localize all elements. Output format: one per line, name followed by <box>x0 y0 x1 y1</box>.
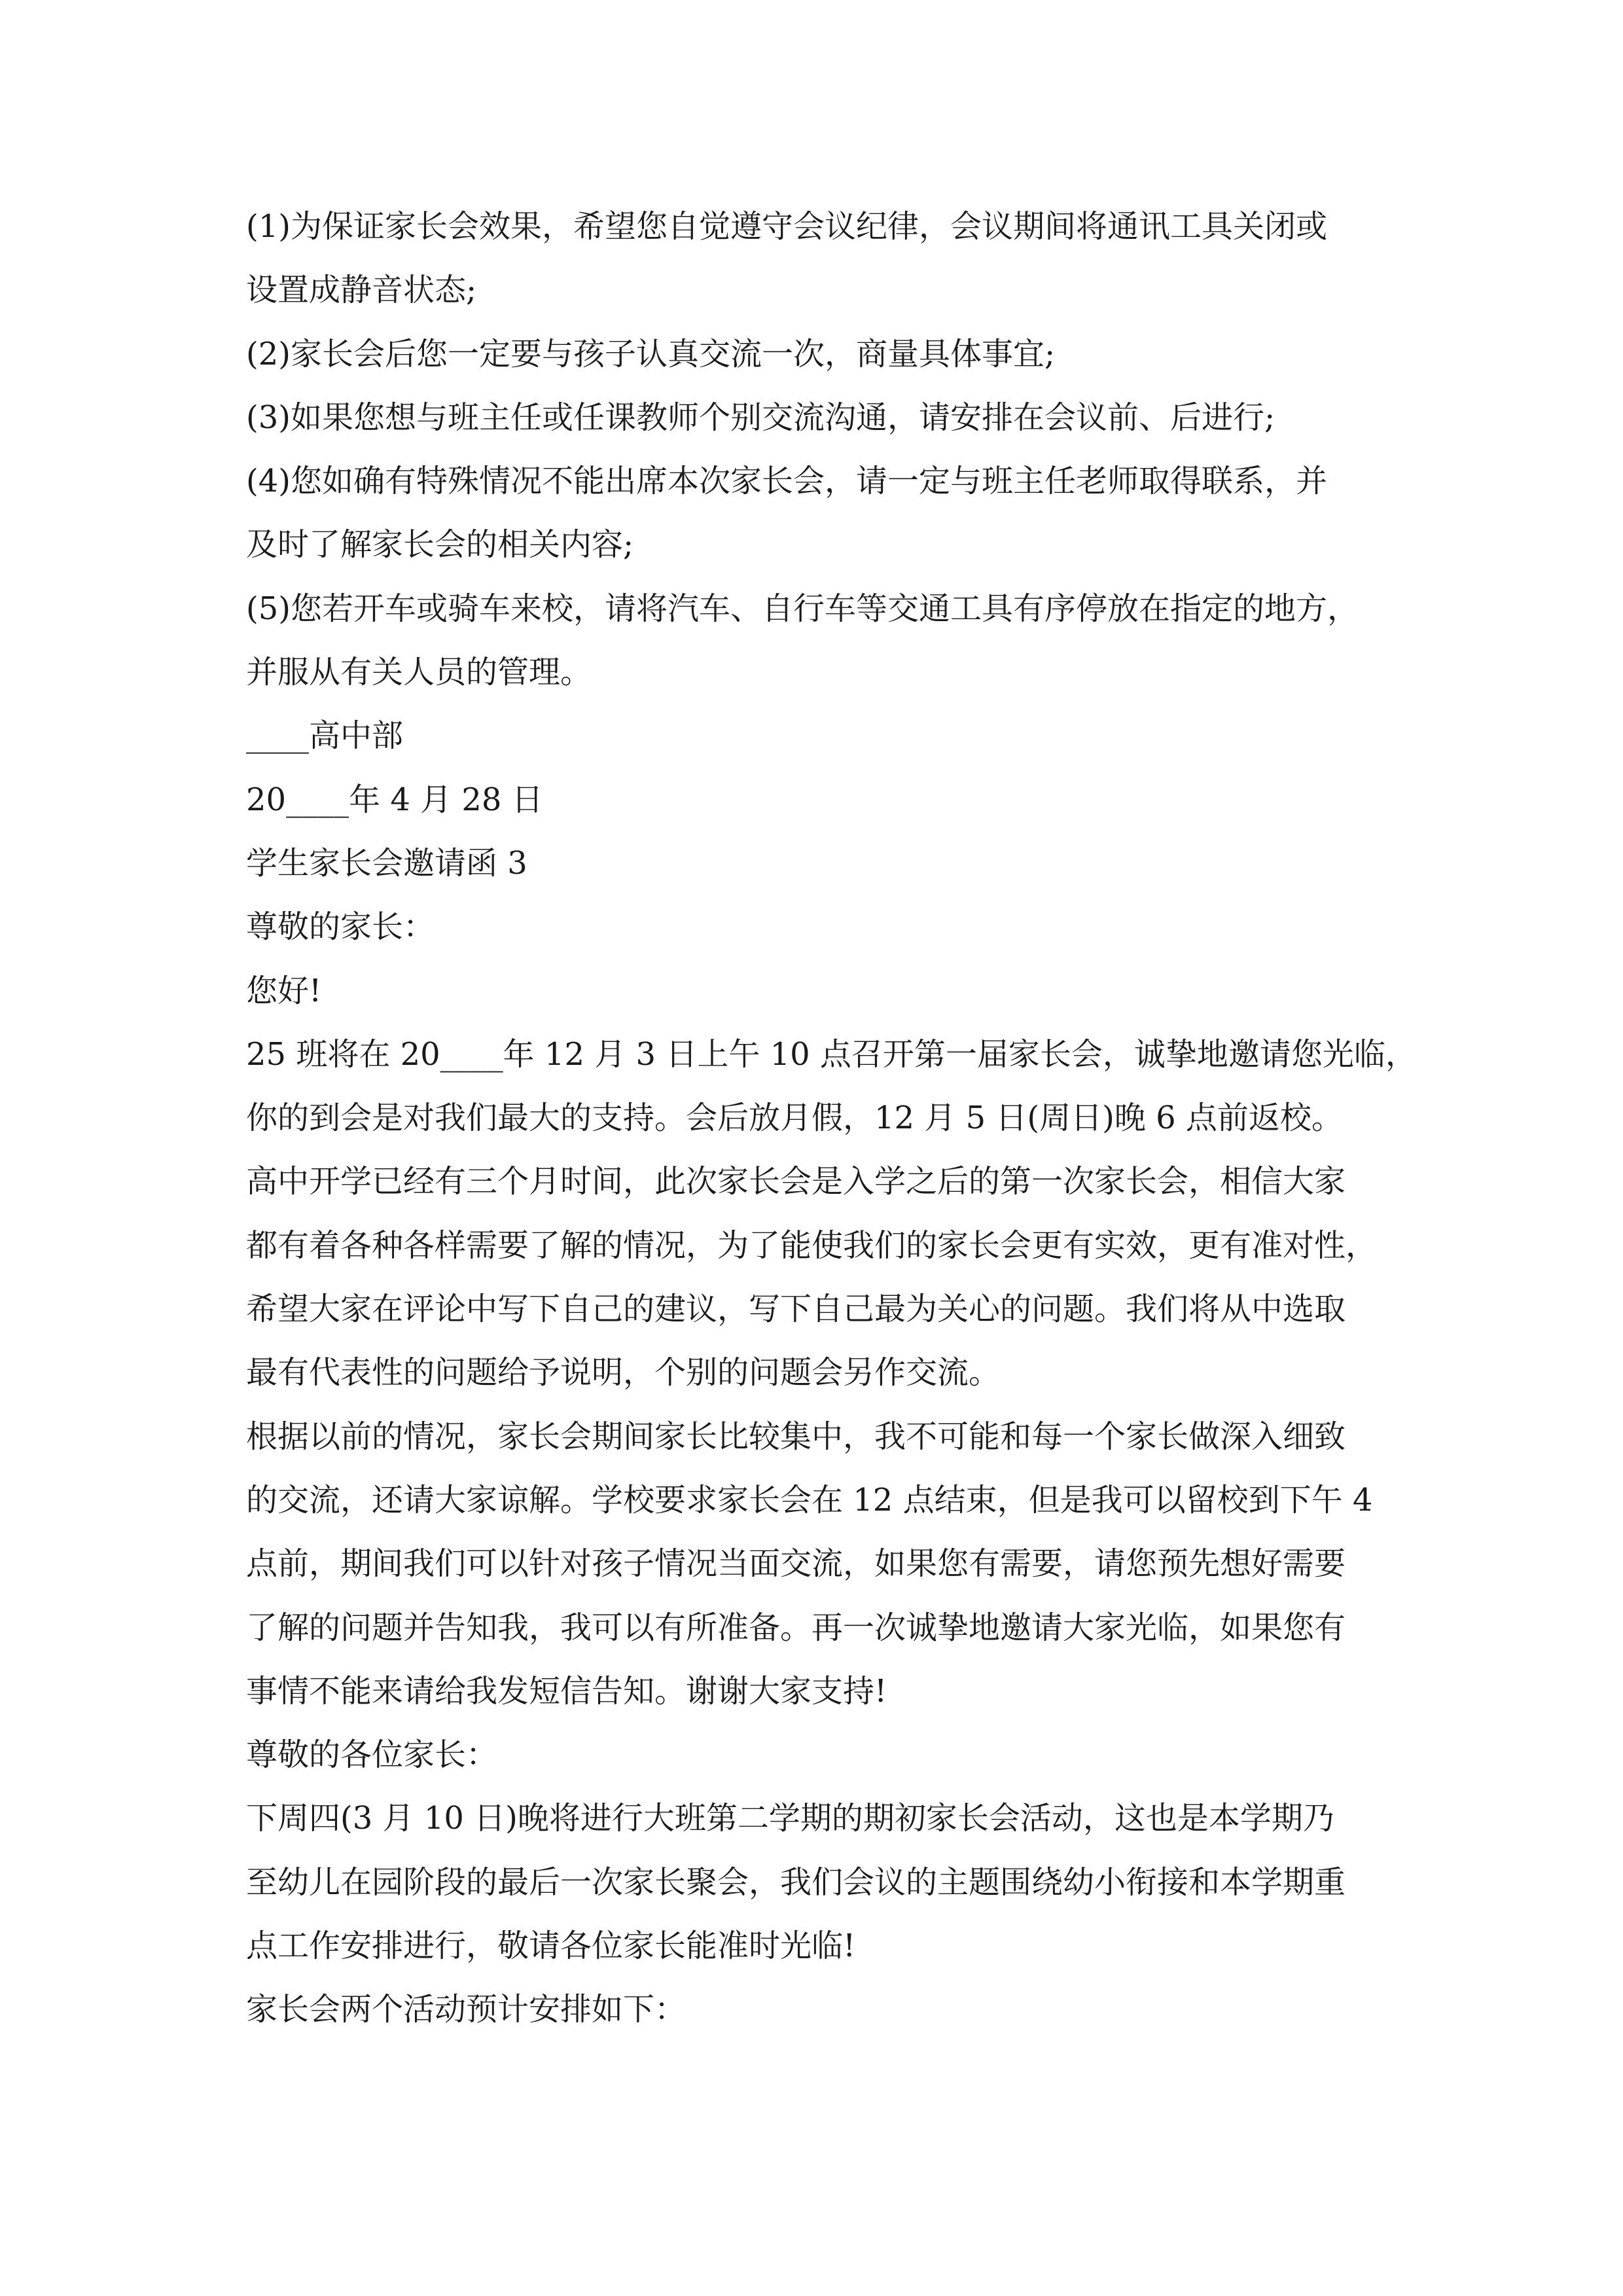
text-line: 至幼儿在园阶段的最后一次家长聚会，我们会议的主题围绕幼小衔接和本学期重 <box>246 1863 1346 1901</box>
section-title: 学生家长会邀请函 3 <box>246 844 527 882</box>
signature-department: ____高中部 <box>246 717 404 755</box>
text-line: 根据以前的情况，家长会期间家长比较集中，我不可能和每一个家长做深入细致 <box>246 1418 1346 1455</box>
text-line: 及时了解家长会的相关内容; <box>246 526 634 564</box>
text-line: 下周四(3 月 10 日)晚将进行大班第二学期的期初家长会活动，这也是本学期乃 <box>246 1800 1334 1837</box>
signature-date: 20____年 4 月 28 日 <box>246 781 543 818</box>
salutation: 尊敬的家长： <box>246 908 435 946</box>
text-line: 的交流，还请大家谅解。学校要求家长会在 12 点结束，但是我可以留校到下午 4 <box>246 1481 1373 1518</box>
document-body <box>246 195 1417 2042</box>
text-line: 最有代表性的问题给予说明，个别的问题会另作交流。 <box>246 1354 1001 1391</box>
text-line: (4)您如确有特殊情况不能出席本次家长会，请一定与班主任老师取得联系，并 <box>246 463 1327 500</box>
text-line: 25 班将在 20____年 12 月 3 日上午 10 点召开第一届家长会，诚挚地邀请您光临， <box>246 1035 1417 1073</box>
text-line: (5)您若开车或骑车来校，请将汽车、自行车等交通工具有序停放在指定的地方， <box>246 590 1359 627</box>
text-line: (1)为保证家长会效果，希望您自觉遵守会议纪律，会议期间将通讯工具关闭或 <box>246 208 1327 245</box>
text-line: 家长会两个活动预计安排如下： <box>246 1991 687 2028</box>
text-line: 点前，期间我们可以针对孩子情况当面交流，如果您有需要，请您预先想好需要 <box>246 1545 1346 1583</box>
text-line: 事情不能来请给我发短信告知。谢谢大家支持! <box>246 1672 887 1710</box>
text-line: 高中开学已经有三个月时间，此次家长会是入学之后的第一次家长会，相信大家 <box>246 1163 1346 1200</box>
greeting: 您好! <box>246 972 322 1009</box>
text-line: (2)家长会后您一定要与孩子认真交流一次，商量具体事宜; <box>246 335 1056 372</box>
salutation: 尊敬的各位家长： <box>246 1736 498 1774</box>
text-line: (3)如果您想与班主任或任课教师个别交流沟通，请安排在会议前、后进行; <box>246 399 1275 436</box>
text-line: 你的到会是对我们最大的支持。会后放月假，12 月 5 日(周日)晚 6 点前返校。 <box>246 1100 1343 1137</box>
text-line: 点工作安排进行，敬请各位家长能准时光临! <box>246 1928 856 1965</box>
text-line: 并服从有关人员的管理。 <box>246 654 592 691</box>
text-line: 了解的问题并告知我，我可以有所准备。再一次诚挚地邀请大家光临，如果您有 <box>246 1609 1346 1646</box>
text-line: 都有着各种各样需要了解的情况，为了能使我们的家长会更有实效，更有准对性， <box>246 1227 1378 1264</box>
text-line: 设置成静音状态; <box>246 272 477 309</box>
text-line: 希望大家在评论中写下自己的建议，写下自己最为关心的问题。我们将从中选取 <box>246 1291 1346 1328</box>
